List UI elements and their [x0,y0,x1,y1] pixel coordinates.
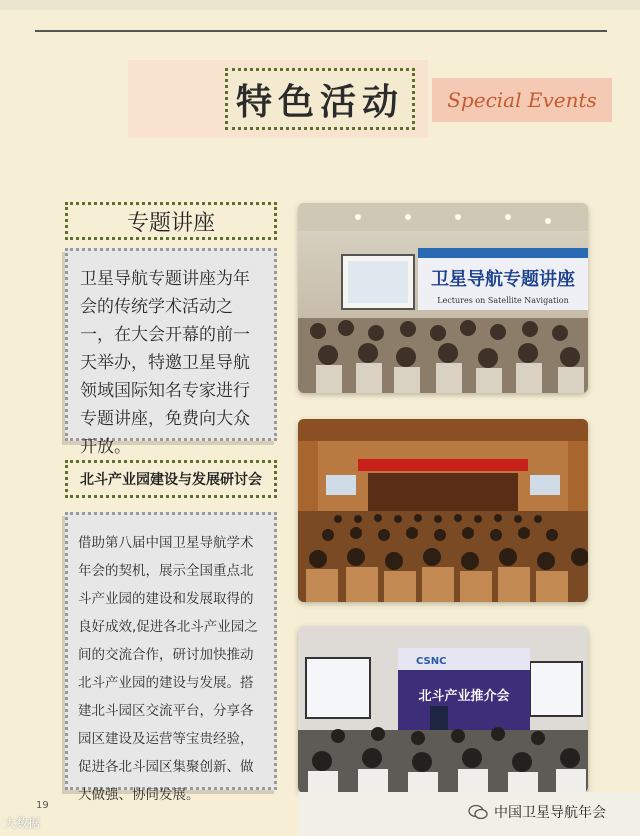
lecture-banner-text: 卫星导航专题讲座 [431,269,575,290]
forum-banner-text: 北斗产业推介会 [418,689,510,704]
top-rule [35,30,607,32]
watermark: 大数据 [4,816,41,830]
section-body-forum: 借助第八届中国卫星导航学术年会的契机，展示全国重点北斗产业园的建设和发展取得的良好成效,促进各北斗产业园之间的交流合作，研讨加快推动北斗产业园的建设与发展。搭建北斗园区交流平台，分享各园区建设及运营等宝贵经验，促进各北斗园区集聚创新、做大做强、协同发展。 [65,512,277,790]
wechat-icon [468,804,488,820]
page-subtitle-en: Special Events [432,78,612,122]
forum-logo-text: CSNC [416,656,447,667]
page-number: 19 [36,800,49,811]
top-edge [0,0,640,10]
wechat-account-name: 中国卫星导航年会 [494,805,606,821]
section-title-forum: 北斗产业园建设与发展研讨会 [65,460,277,498]
page-title: 特色活动 [225,68,415,130]
photo-auditorium [298,419,588,602]
wechat-credit [468,802,606,822]
section-body-lecture: 卫星导航专题讲座为年会的传统学术活动之一，在大会开幕的前一天举办，特邀卫星导航领域国际知名专家进行专题讲座，免费向大众开放。 [65,248,277,441]
photo-lecture [298,203,588,393]
photo-forum [298,626,588,793]
lecture-banner-en: Lectures on Satellite Navigation [437,296,569,305]
section-title-lecture: 专题讲座 [65,202,277,240]
